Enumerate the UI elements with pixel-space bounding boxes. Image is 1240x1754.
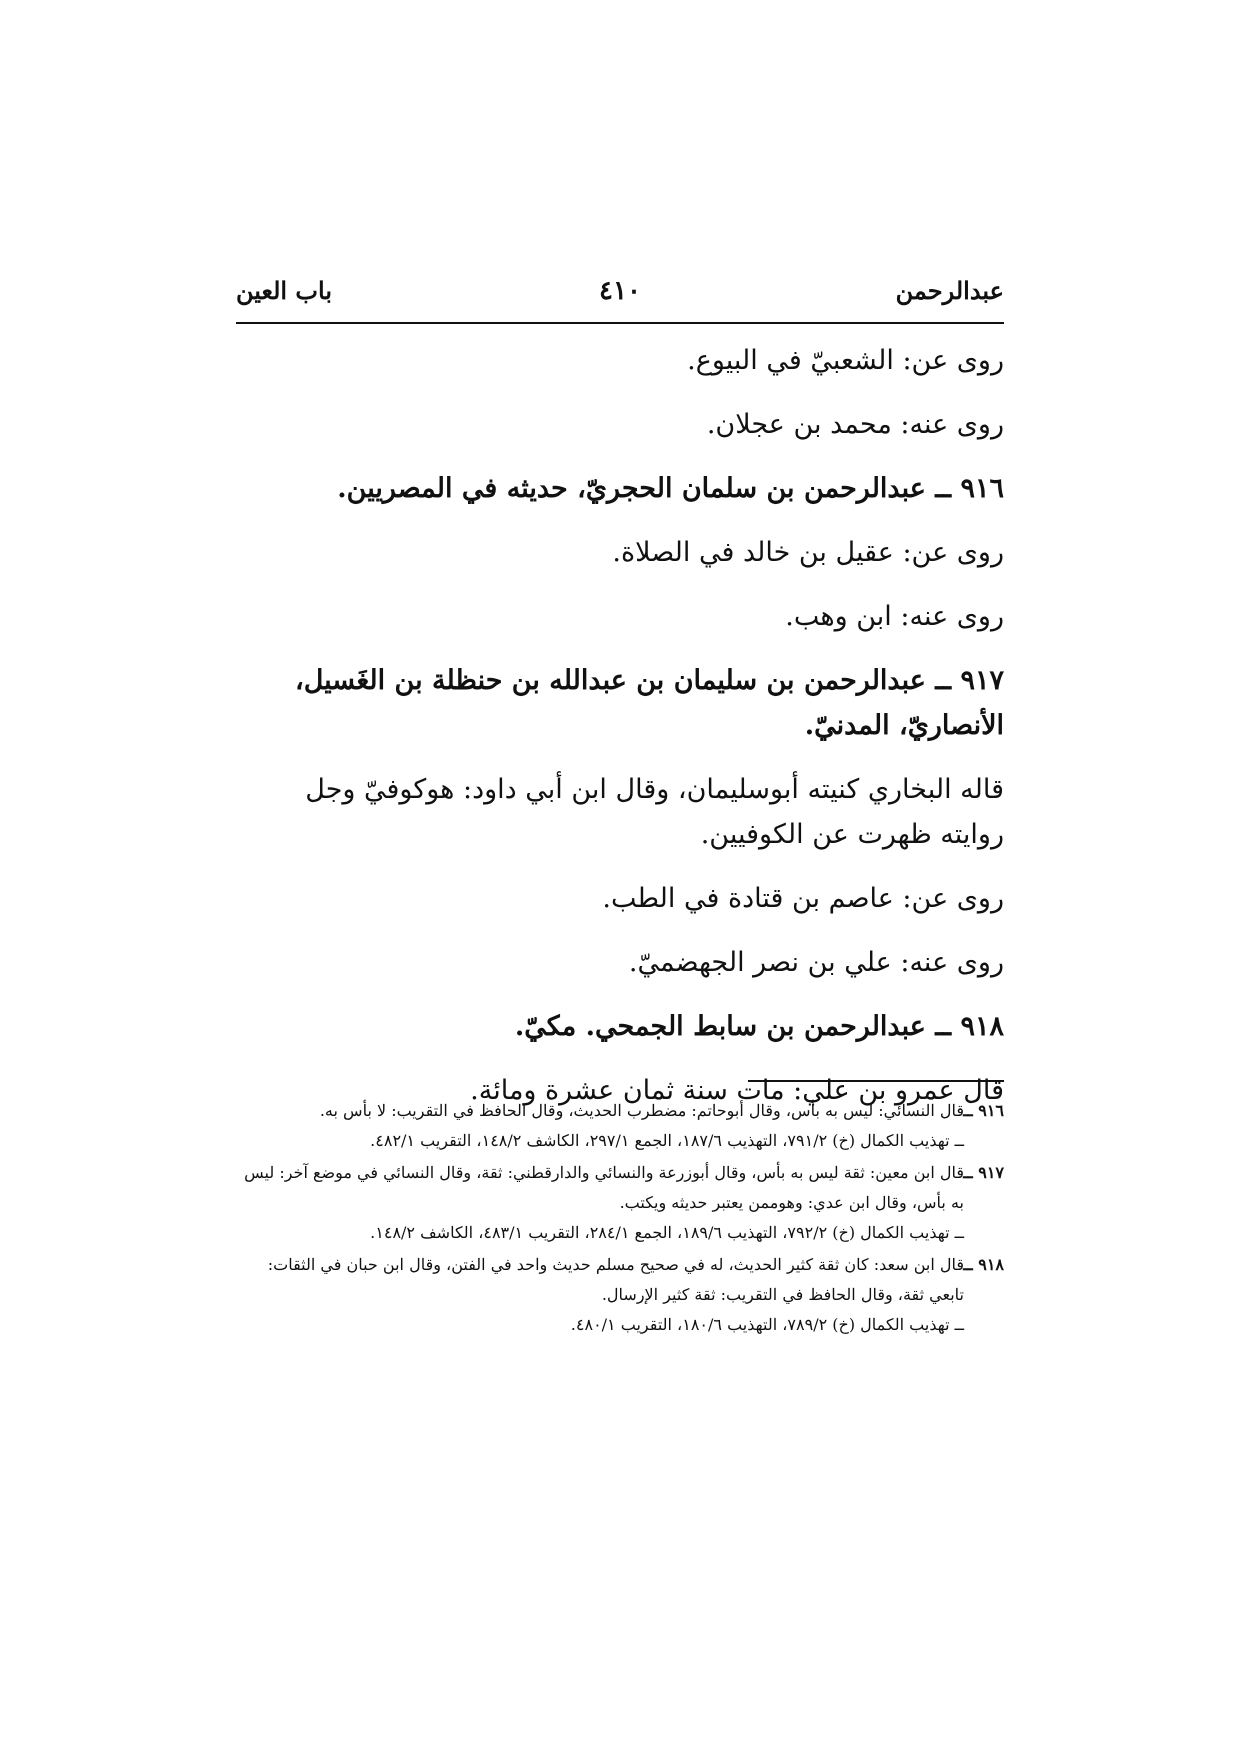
footnote-line: ــ تهذيب الكمال (خ) ٧٩٢/٢، التهذيب ١٨٩/٦، الجمع ٢٨٤/١، التقريب ٤٨٣/١، الكاشف ١٤٨/٢.: [370, 1223, 964, 1242]
text-line: روى عنه: ابن وهب.: [785, 601, 1004, 632]
footnote-number: ٩١٦ ــ: [963, 1101, 1004, 1120]
footnote-line: قال ابن سعد: كان ثقة كثير الحديث، له في صحيح مسلم حديث واحد في الفتن، وقال ابن حبان في الثقات: تابعي ثقة، وقال الحافظ في التقريب: ثقة كثير الإرسال.: [267, 1255, 964, 1304]
text-line: روى عنه: محمد بن عجلان.: [706, 409, 1004, 440]
entry-917: ٩١٧ ــ عبدالرحمن بن سليمان بن عبدالله بن حنظلة بن الغَسيل، الأنصاريّ، المدنيّ.: [294, 665, 1004, 741]
entry-916: ٩١٦ ــ عبدالرحمن بن سلمان الحجريّ، حديثه في المصريين.: [337, 473, 1004, 504]
text-line: روى عن: عقيل بن خالد في الصلاة.: [612, 537, 1004, 568]
text-line: روى عن: الشعبيّ في البيوع.: [687, 345, 1004, 376]
footnote-line: ــ تهذيب الكمال (خ) ٧٨٩/٢، التهذيب ١٨٠/٦، التقريب ٤٨٠/١.: [570, 1315, 964, 1334]
footnote-918: [236, 1250, 1004, 1340]
footnote-line: قال ابن معين: ثقة ليس به بأس، وقال أبوزرعة والنسائي والدارقطني: ثقة، وقال النسائي في موضع آخر: ليس به بأس، وقال ابن عدي: وهوممن يعتبر حديثه ويكتب.: [244, 1163, 964, 1212]
footnote-916: [236, 1096, 1004, 1156]
header-rule: [236, 322, 1004, 324]
page-number: ٤١٠: [599, 276, 641, 306]
footnote-rule: [748, 1080, 1004, 1082]
running-head-right: عبدالرحمن: [895, 276, 1004, 305]
main-text: [236, 338, 1004, 1132]
text-line: قال عمرو بن علي: مات سنة ثمان عشرة ومائة.: [470, 1075, 1004, 1106]
footnote-917: [236, 1158, 1004, 1248]
text-line: روى عنه: علي بن نصر الجهضميّ.: [628, 947, 1004, 978]
page-header: [236, 276, 1004, 320]
footnote-number: ٩١٧ ــ: [963, 1163, 1004, 1182]
footnotes: [236, 1096, 1004, 1342]
entry-918: ٩١٨ ــ عبدالرحمن بن سابط الجمحي. مكيّ.: [514, 1011, 1004, 1042]
running-head-left: باب العين: [236, 276, 333, 305]
text-line: روى عن: عاصم بن قتادة في الطب.: [602, 883, 1004, 914]
text-line: قاله البخاري كنيته أبوسليمان، وقال ابن أبي داود: هوكوفيّ وجل روايته ظهرت عن الكوفيين.: [305, 774, 1004, 850]
footnote-line: قال النسائي: ليس به بأس، وقال أبوحاتم: مضطرب الحديث، وقال الحافظ في التقريب: لا بأس به.: [319, 1101, 964, 1120]
footnote-number: ٩١٨ ــ: [963, 1255, 1004, 1274]
footnote-line: ــ تهذيب الكمال (خ) ٧٩١/٢، التهذيب ١٨٧/٦، الجمع ٢٩٧/١، الكاشف ١٤٨/٢، التقريب ٤٨٢/١.: [370, 1131, 964, 1150]
